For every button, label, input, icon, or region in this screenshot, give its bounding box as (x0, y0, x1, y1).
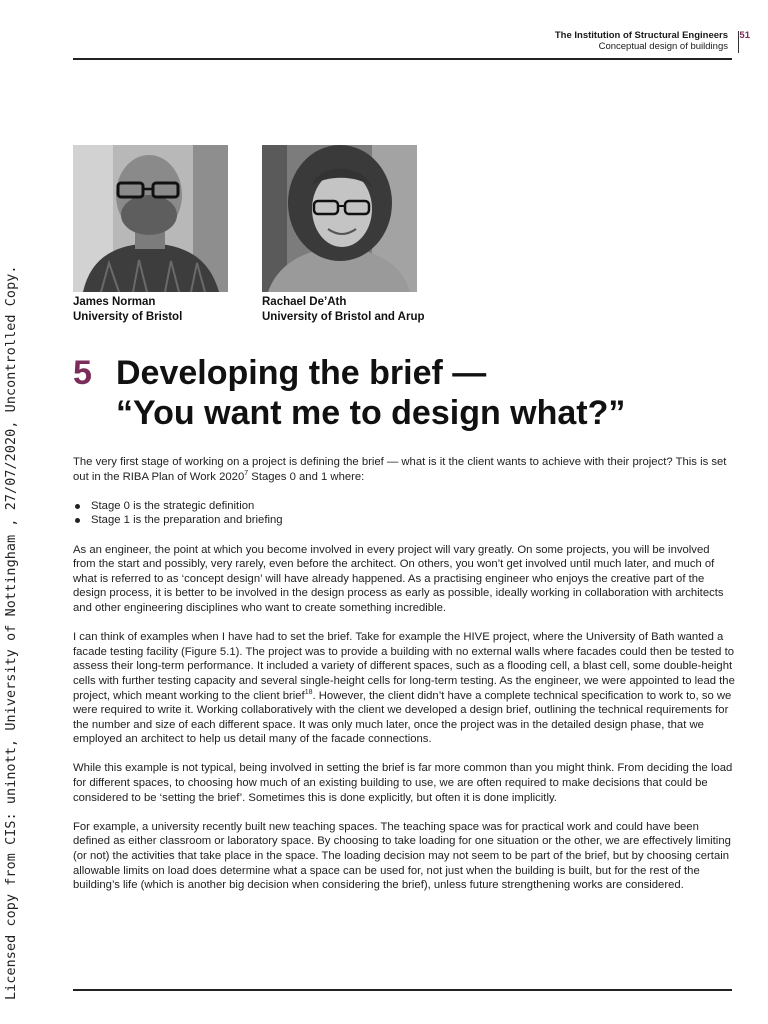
author-affiliation: University of Bristol and Arup (262, 311, 425, 323)
header-publication: Conceptual design of buildings (598, 41, 728, 52)
paragraph: For example, a university recently built new teaching spaces. The teaching space was for practical work and could have been defined as either classroom or laboratory space. By choosing to take loading for one situation or the other, we are effectively limiting (or not) the activities that take place in the space. The loading decision may not seem to be part of the brief, but by choosing certain allowable limits on load does determine what a space can be used for, not just when the building is built, but for the rest of the building’s life (which is another big decision when considering the brief), unless future strengthening works are considered. (73, 820, 731, 892)
paragraph: While this example is not typical, being involved in setting the brief is far more common than you might think. From deciding the load for different spaces, to choosing how much of an existing building to use, we are often required to make decisions that could be considered to be ‘setting the brief’. Sometimes this is done explicitly, but often it is done implicitly. (73, 762, 733, 804)
author-photo (73, 145, 228, 292)
chapter-number: 5 (73, 354, 92, 392)
list-item: Stage 0 is the strategic definition (73, 499, 735, 514)
paragraph-text: I can think of examples when I have had to set the brief. Take for example the HIVE project, where the University of Bath wanted a facade testing facility (Figure 5.1). The project was to provide a building with no external walls where facades could then be tested to assess their long-term performance. It included a variety of different spaces, such as a flooding cell, a blast cell, some double-height cells with further testing capacity and several single-height cells for long-term testing. As the engineer, we were appointed to lead the project, which meant working to the client brief (73, 631, 735, 702)
paragraph: As an engineer, the point at which you become involved in every project will vary greatly. On some projects, you will be involved from the start and possibly, very rarely, even before the architect. On others, you won’t get involved until much later, and much of what is referred to as ‘concept design’ will have already happened. As a practising engineer who enjoys the creative part of the design process, it is better to be involved in the design process as early as possible, ideally working in collaboration with architects and other engineering disciplines who want to create something incredible. (73, 543, 724, 614)
page-number: 51 (739, 30, 750, 41)
chapter-title (116, 353, 625, 433)
paragraph (73, 630, 735, 747)
author-affiliation: University of Bristol (73, 311, 183, 323)
chapter-title-line-2: “You want me to design what?” (116, 394, 626, 432)
intro-text: The very first stage of working on a project is defining the brief — what is it the client wants to achieve with their project? This is set out in the RIBA Plan of Work 2020 (73, 456, 727, 483)
body-text (73, 455, 735, 907)
intro-paragraph (73, 455, 735, 484)
author-rachael-death (262, 145, 425, 325)
reference-marker: 7 (244, 469, 249, 477)
author-name: James Norman (73, 296, 156, 308)
stage-list (73, 499, 735, 528)
bottom-rule (73, 989, 732, 991)
author-james-norman (73, 145, 228, 325)
reference-marker: 18 (304, 688, 313, 696)
licence-stamp: Licensed copy from CIS: uninott, University of Nottingham , 27/07/2020, Uncontrolled Copy. (4, 265, 19, 1000)
top-rule (73, 58, 732, 60)
running-header (554, 30, 750, 52)
author-name: Rachael De’Ath (262, 296, 347, 308)
paragraph-text-end: . However, the client didn’t have a complete technical specification to work to, so we were required to write it. Working collaboratively with the client we developed a design brief, outlining the technical requirements for the number and size of each different space. It was only much later, once the project was in the detailed design phase, that we employed an architect to help us detail many of the facade connections. (73, 689, 732, 746)
list-item: Stage 1 is the preparation and briefing (73, 513, 735, 528)
author-photo (262, 145, 417, 292)
chapter-title-line-1: Developing the brief — (116, 354, 487, 392)
intro-text-end: Stages 0 and 1 where: (248, 470, 365, 483)
header-organisation: The Institution of Structural Engineers (554, 30, 728, 41)
